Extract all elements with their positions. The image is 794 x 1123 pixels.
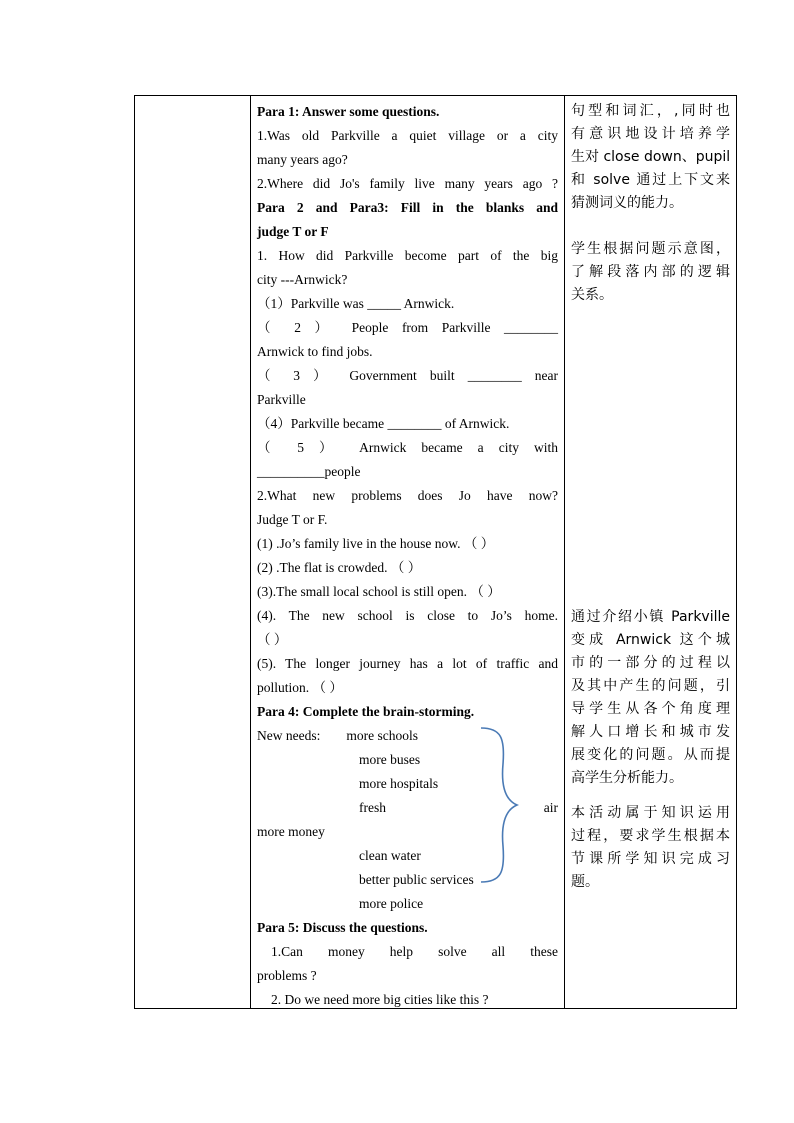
purpose-line: 题。 — [571, 874, 599, 890]
para1-title: Para 1: Answer some questions. — [257, 104, 440, 119]
lesson-table — [134, 95, 737, 1009]
discussion-line: problems ? — [257, 968, 317, 983]
blank-line: （4）Parkville became ________ of Arnwick. — [257, 416, 510, 431]
question-line: Judge T or F. — [257, 512, 328, 527]
purpose-line: 猜测词义的能力。 — [571, 195, 683, 211]
discussion-line: 1.Can money help solve all these — [271, 944, 558, 959]
para4-title: Para 4: Complete the brain-storming. — [257, 704, 475, 719]
purpose-line: 及其中产生的问题，引 — [571, 678, 730, 694]
purpose-line: 生对 close down、pupil — [571, 149, 731, 165]
judge-item: (4). The new school is close to Jo’s home. — [257, 608, 558, 623]
question-line: city ---Arnwick? — [257, 272, 348, 287]
purpose-block-application — [571, 802, 730, 894]
judge-item: pollution. （ ） — [257, 680, 343, 695]
need-item: more money — [257, 824, 325, 839]
judge-item: (1) .Jo’s family live in the house now. （ ） — [257, 536, 495, 551]
need-item: air — [543, 800, 558, 815]
purpose-block-analysis — [571, 606, 730, 790]
purpose-line: 通过介绍小镇 Parkville — [571, 609, 730, 625]
need-item: more buses — [359, 752, 421, 767]
purpose-line: 关系。 — [571, 287, 613, 303]
question-line: 1. How did Parkville become part of the big — [257, 248, 558, 263]
need-item: more hospitals — [359, 776, 439, 791]
purpose-line: 展变化的问题。从而提 — [571, 747, 730, 763]
blank-line: （ 5 ） Arnwick became a city with — [257, 440, 558, 455]
question-line: many years ago? — [257, 152, 348, 167]
judge-item: (5). The longer journey has a lot of traffic and — [257, 656, 558, 671]
blank-line: （ 2 ） People from Parkville ________ — [257, 320, 558, 335]
purpose-line: 导学生从各个角度理 — [571, 701, 730, 717]
purpose-line: 节课所学知识完成习 — [571, 851, 730, 867]
para5-title: Para 5: Discuss the questions. — [257, 920, 428, 935]
purpose-column — [565, 96, 736, 1008]
purpose-line: 市的一部分的过程以 — [571, 655, 730, 671]
purpose-line: 解人口增长和城市发 — [571, 724, 730, 740]
para2-3-title: judge T or F — [257, 224, 329, 239]
purpose-line: 本活动属于知识运用 — [571, 805, 730, 821]
purpose-line: 有意识地设计培养学 — [571, 126, 730, 142]
need-item: more schools — [346, 728, 418, 743]
blank-line: Parkville — [257, 392, 306, 407]
question-line: 2.Where did Jo's family live many years ago ? — [257, 176, 558, 191]
need-item: clean water — [359, 848, 421, 863]
purpose-block-structure — [571, 238, 730, 307]
discussion-line: 2. Do we need more big cities like this ? — [271, 992, 489, 1007]
para2-3-title: Para 2 and Para3: Fill in the blanks and — [257, 200, 558, 215]
activity-column — [251, 96, 564, 1008]
blank-line: （1）Parkville was _____ Arnwick. — [257, 296, 455, 311]
judge-item: (2) .The flat is crowded. （ ） — [257, 560, 422, 575]
need-item: more police — [359, 896, 424, 911]
blank-line: __________people — [257, 464, 361, 479]
need-item: better public services — [359, 872, 474, 887]
purpose-line: 学生根据问题示意图， — [571, 241, 730, 257]
purpose-line: 变成 Arnwick 这个城 — [571, 632, 730, 648]
purpose-line: 高学生分析能力。 — [571, 770, 683, 786]
new-needs-label: New needs: — [257, 728, 321, 743]
purpose-line: 句型和词汇，,同时也 — [571, 103, 730, 119]
blank-line: （ 3 ） Government built ________ near — [257, 368, 558, 383]
judge-item: （ ） — [257, 632, 288, 647]
blank-line: Arnwick to find jobs. — [257, 344, 373, 359]
purpose-block-vocabulary — [571, 100, 730, 215]
judge-item: (3).The small local school is still open. （ ） — [257, 584, 501, 599]
purpose-line: 了解段落内部的逻辑 — [571, 264, 730, 280]
question-line: 1.Was old Parkville a quiet village or a city — [257, 128, 558, 143]
purpose-line: 和 solve 通过上下文来 — [571, 172, 730, 188]
purpose-line: 过程，要求学生根据本 — [571, 828, 730, 844]
need-item: fresh — [359, 800, 386, 815]
question-line: 2.What new problems does Jo have now? — [257, 488, 558, 503]
curly-brace-icon — [479, 724, 519, 886]
